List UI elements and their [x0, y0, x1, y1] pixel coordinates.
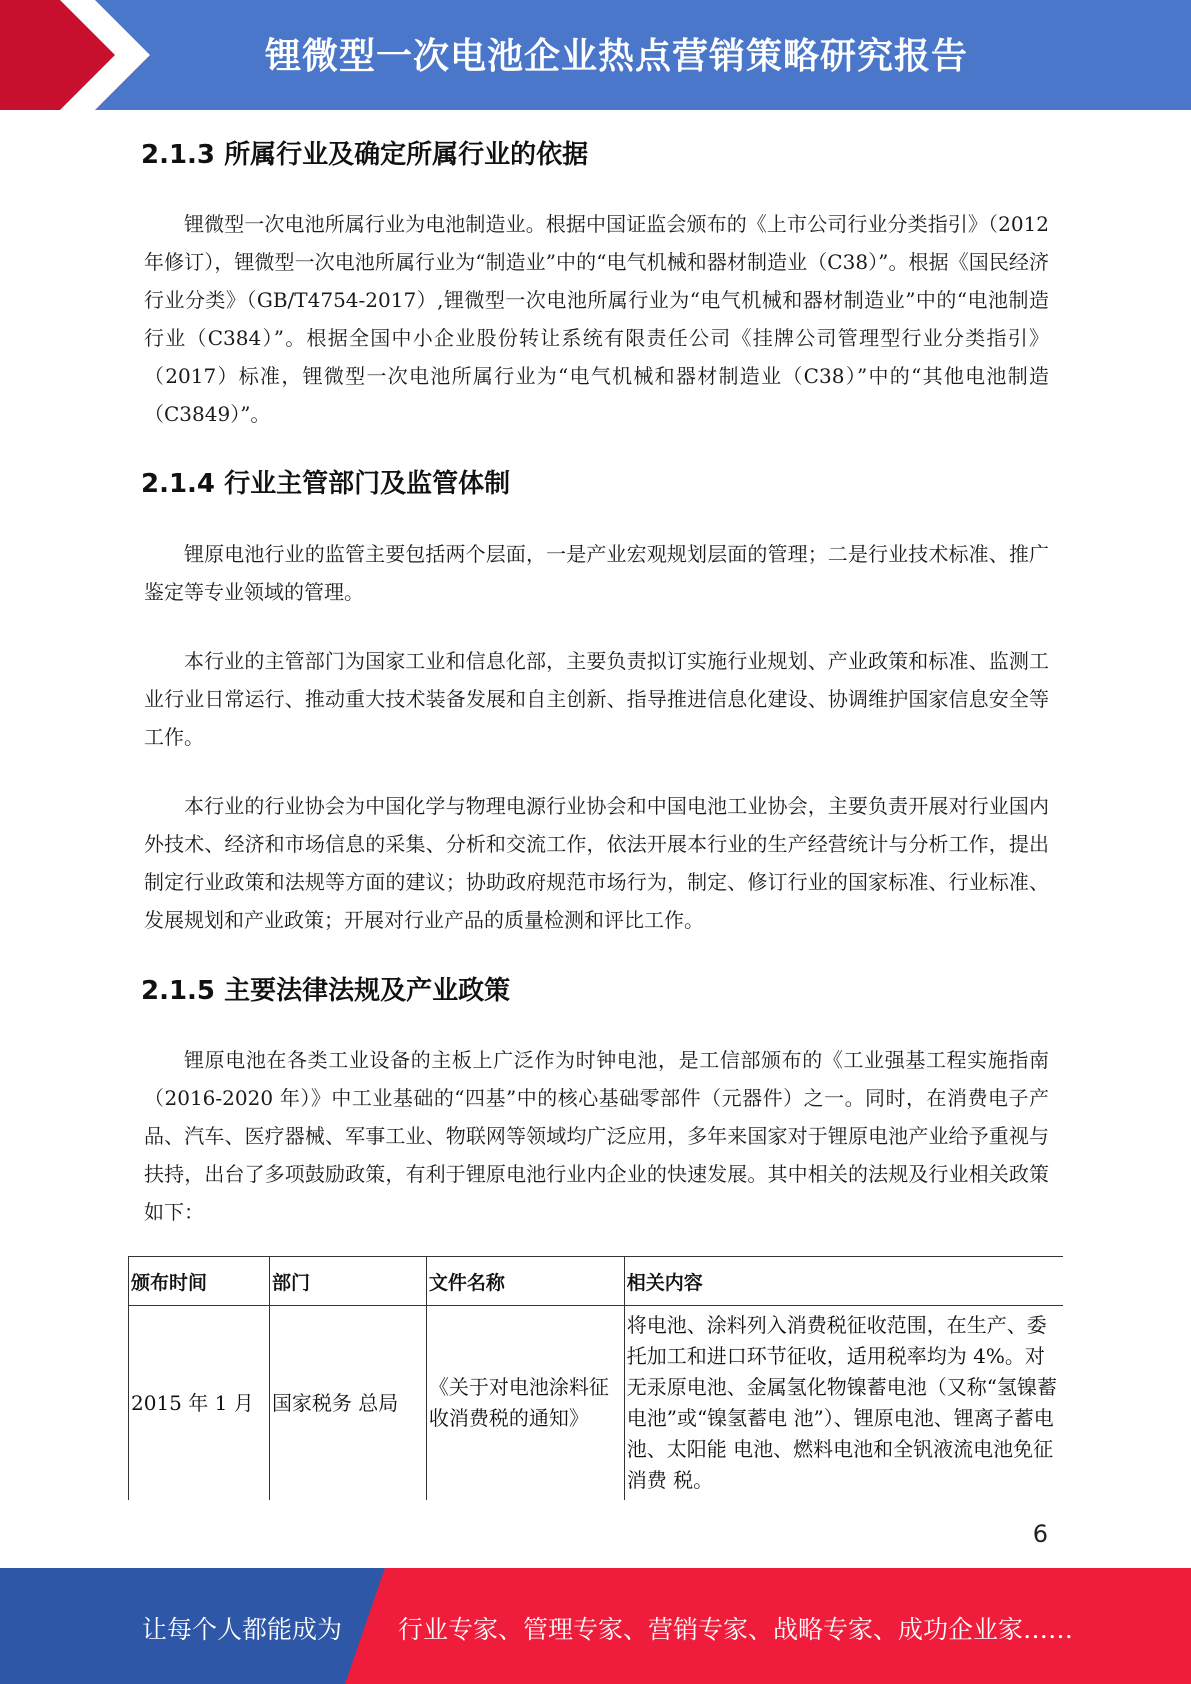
page-header	[0, 0, 1191, 110]
table-cell: 国家税务 总局	[269, 1306, 426, 1501]
section-heading-2-1-5: 2.1.5 主要法律法规及产业政策	[141, 976, 511, 1006]
table-cell: 《关于对电池涂料征收消费税的通知》	[426, 1306, 624, 1501]
paragraph: 锂原电池在各类工业设备的主板上广泛作为时钟电池，是工信部颁布的《工业强基工程实施指南（2016-2020 年）》中工业基础的“四基”中的核心基础零部件（元器件）之一。同时，在消费电子产品、汽车、医疗器械、军事工业、物联网等领域均广泛应用，多年来国家对于锂原电池产业给予重视与扶持，出台了多项鼓励政策，有利于锂原电池行业内企业的快速发展。其中相关的法规及行业相关政策如下：	[144, 1048, 1049, 1224]
table-cell: 将电池、涂料列入消费税征收范围，在生产、委托加工和进口环节征收，适用税率均为 4%。对无汞原电池、金属氢化物镍蓄电池（又称“氢镍蓄电池”或“镍氢蓄电 池”）、锂原电池、锂离子蓄电池、太阳能 电池、燃料电池和全钒液流电池免征消费 税。	[624, 1306, 1063, 1501]
paragraph: 锂微型一次电池所属行业为电池制造业。根据中国证监会颁布的《上市公司行业分类指引》（2012 年修订），锂微型一次电池所属行业为“制造业”中的“电气机械和器材制造业（C38）”。根据《国民经济行业分类》（GB/T4754-2017）,锂微型一次电池所属行业为“电气机械和器材制造业”中的“电池制造行业（C384）”。根据全国中小企业股份转让系统有限责任公司《挂牌公司管理型行业分类指引》（2017）标准，锂微型一次电池所属行业为“电气机械和器材制造业（C38）”中的“其他电池制造（C3849）”。	[144, 212, 1049, 426]
footer-slogan-right: 行业专家、管理专家、营销专家、战略专家、成功企业家……	[398, 1615, 1074, 1644]
paragraph: 锂原电池行业的监管主要包括两个层面，一是产业宏观规划层面的管理；二是行业技术标准、推广鉴定等专业领域的管理。	[144, 542, 1049, 604]
paragraph: 本行业的主管部门为国家工业和信息化部，主要负责拟订实施行业规划、产业政策和标准、监测工业行业日常运行、推动重大技术装备发展和自主创新、指导推进信息化建设、协调维护国家信息安全等工作。	[144, 649, 1049, 749]
policy-table	[128, 1256, 1063, 1500]
page-number: 6	[1032, 1520, 1048, 1548]
table-header-row	[129, 1257, 1064, 1306]
section-heading-2-1-3: 2.1.3 所属行业及确定所属行业的依据	[141, 140, 589, 170]
paragraph: 本行业的行业协会为中国化学与物理电源行业协会和中国电池工业协会，主要负责开展对行业国内外技术、经济和市场信息的采集、分析和交流工作，依法开展本行业的生产经营统计与分析工作，提出制定行业政策和法规等方面的建议；协助政府规范市场行为，制定、修订行业的国家标准、行业标准、发展规划和产业政策；开展对行业产品的质量检测和评比工作。	[144, 794, 1049, 932]
column-header: 相关内容	[624, 1257, 1063, 1306]
section-heading-2-1-4: 2.1.4 行业主管部门及监管体制	[141, 469, 511, 499]
report-title: 锂微型一次电池企业热点营销策略研究报告	[265, 36, 969, 77]
table-cell: 2015 年 1 月	[129, 1306, 270, 1501]
column-header: 文件名称	[426, 1257, 624, 1306]
page-footer	[0, 1568, 1191, 1684]
column-header: 部门	[269, 1257, 426, 1306]
footer-slogan-left: 让每个人都能成为	[142, 1615, 343, 1644]
table-row	[129, 1306, 1064, 1501]
column-header: 颁布时间	[129, 1257, 270, 1306]
